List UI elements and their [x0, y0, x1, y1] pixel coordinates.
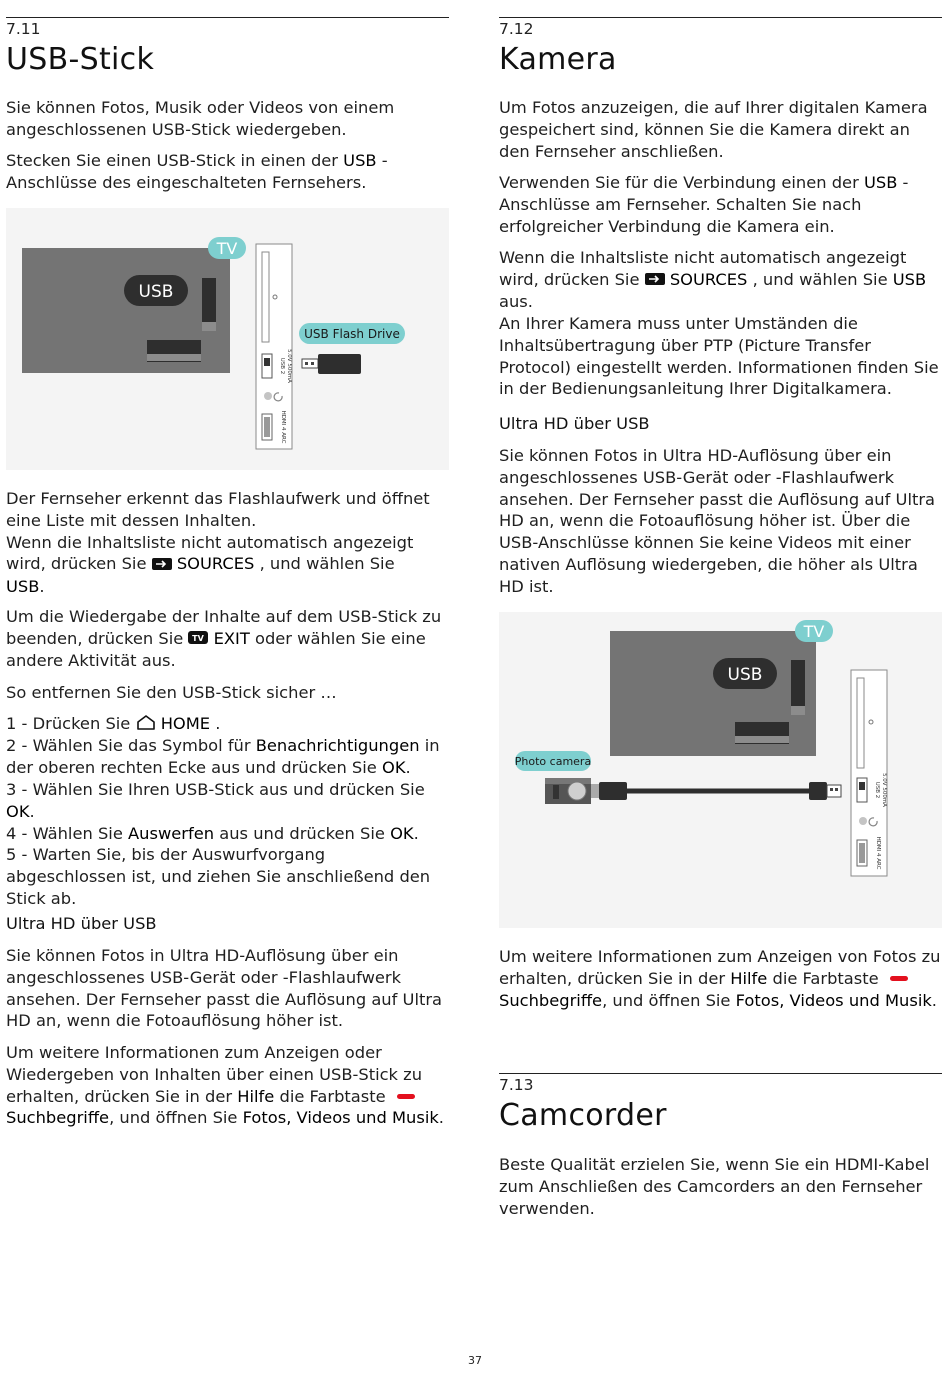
tv-usb-diagram [6, 208, 449, 470]
sources-icon [152, 554, 172, 576]
photo-camera-label: Photo camera [514, 755, 592, 768]
paragraph: Um Fotos anzuzeigen, die auf Ihrer digitalen Kamera gespeichert sind, können Sie die Kamera direkt an den Fernseher anschließen. [499, 98, 928, 161]
usb-stick-illustration [6, 208, 449, 470]
tv-badge: TV [803, 622, 825, 641]
section-number: 7.13 [499, 1076, 534, 1094]
section-title: Camcorder [499, 1098, 667, 1133]
section-divider [499, 17, 942, 18]
home-icon [136, 714, 156, 736]
list-item: 2 - Wählen Sie das Symbol für Benachrichtigungen in der oberen rechten Ecke aus und drücken Sie OK. [6, 736, 440, 778]
usb-flash-drive-label: USB Flash Drive [304, 327, 400, 341]
section-divider [499, 1073, 942, 1074]
list-item: 4 - Wählen Sie Auswerfen aus und drücken Sie OK. [6, 823, 419, 843]
list-item: 5 - Warten Sie, bis der Auswurfvorgang abgeschlossen ist, und ziehen Sie anschließend den Stick ab. [6, 845, 431, 908]
paragraph: Sie können Fotos in Ultra HD-Auflösung über ein angeschlossenes USB-Gerät oder -Flashlaufwerk ansehen. Der Fernseher passt die Auflösung auf Ultra HD an, wenn die Fotoauflösung höher ist. Über die USB-Anschlüsse können Sie keine Videos mit einer nativen Auflösung wiedergeben, die höher als Ultra HD ist. [499, 446, 936, 596]
red-color-key-icon [890, 976, 908, 981]
section-title: Kamera [499, 42, 617, 77]
list-item: 3 - Wählen Sie Ihren USB-Stick aus und drücken Sie OK. [6, 779, 425, 821]
port-label: USB 2 [874, 781, 880, 799]
section-divider [6, 17, 449, 18]
port-label: USB 2 [279, 357, 285, 375]
port-label: HDMI 4 ARC [280, 410, 286, 444]
paragraph: Um weitere Informationen zum Anzeigen von Fotos zu erhalten, drücken Sie in der Hilfe die Farbtaste Suchbegriffe, und öffnen Sie Fotos, Videos und Musik. [499, 947, 941, 1010]
section-number: 7.12 [499, 20, 534, 38]
svg-text:TV: TV [192, 634, 205, 644]
paragraph: Um die Wiedergabe der Inhalte auf dem USB-Stick zu beenden, drücken Sie TV EXIT oder wählen Sie eine andere Aktivität aus. [6, 607, 442, 671]
subheading: Ultra HD über USB [6, 914, 157, 933]
paragraph: Um weitere Informationen zum Anzeigen oder Wiedergeben von Inhalten über einen USB-Stick zu erhalten, drücken Sie in der Hilfe die Farbtaste Suchbegriffe, und öffnen Sie Fotos, Videos und Musik. [6, 1043, 444, 1128]
paragraph: Beste Qualität erzielen Sie, wenn Sie ein HDMI-Kabel zum Anschließen des Camcorders an den Fernseher verwenden. [499, 1155, 930, 1218]
paragraph: Verwenden Sie für die Verbindung einen der USB -Anschlüsse am Fernseher. Schalten Sie nach erfolgreicher Verbindung die Kamera ein. [499, 173, 909, 236]
steps-list [6, 713, 449, 910]
page-number: 37 [468, 1354, 482, 1367]
section-title: USB-Stick [6, 42, 155, 77]
camera-illustration [499, 612, 942, 928]
camera-usb-diagram [499, 612, 942, 928]
paragraph: Der Fernseher erkennt das Flashlaufwerk und öffnet eine Liste mit dessen Inhalten. Wenn die Inhaltsliste nicht automatisch angezeigt wird, drücken Sie SOURCES , und wählen Sie USB. [6, 489, 430, 596]
sources-icon [645, 269, 665, 291]
paragraph: Wenn die Inhaltsliste nicht automatisch angezeigt wird, drücken Sie SOURCES , und wählen Sie USB aus. An Ihrer Kamera muss unter Umständen die Inhaltsübertragung über PTP (Picture Transfer Protocol) eingestellt werden. Informationen finden Sie in der Bedienungsanleitung Ihrer Digitalkamera. [499, 248, 939, 399]
port-label: HDMI 4 ARC [875, 836, 881, 870]
paragraph: Stecken Sie einen USB-Stick in einen der USB -Anschlüsse des eingeschalteten Fernsehers. [6, 151, 388, 192]
paragraph: Sie können Fotos in Ultra HD-Auflösung über ein angeschlossenes USB-Gerät oder -Flashlaufwerk ansehen. Der Fernseher passt die Auflösung auf Ultra HD an, wenn die Fotoauflösung höher ist. [6, 946, 443, 1031]
section-number: 7.11 [6, 20, 41, 38]
paragraph: Sie können Fotos, Musik oder Videos von einem angeschlossenen USB-Stick wiedergeben. [6, 98, 395, 139]
usb-label: USB [138, 282, 174, 302]
tv-badge: TV [216, 239, 238, 258]
list-item: 1 - Drücken Sie HOME . [6, 713, 449, 735]
subheading: Ultra HD über USB [499, 414, 650, 433]
red-color-key-icon [397, 1094, 415, 1099]
tv-key-icon [188, 628, 208, 650]
port-label: 5.0V 500mA [881, 773, 887, 807]
usb-label: USB [727, 665, 763, 685]
paragraph: So entfernen Sie den USB-Stick sicher … [6, 683, 337, 702]
port-label: 5.0V 500mA [286, 349, 292, 383]
